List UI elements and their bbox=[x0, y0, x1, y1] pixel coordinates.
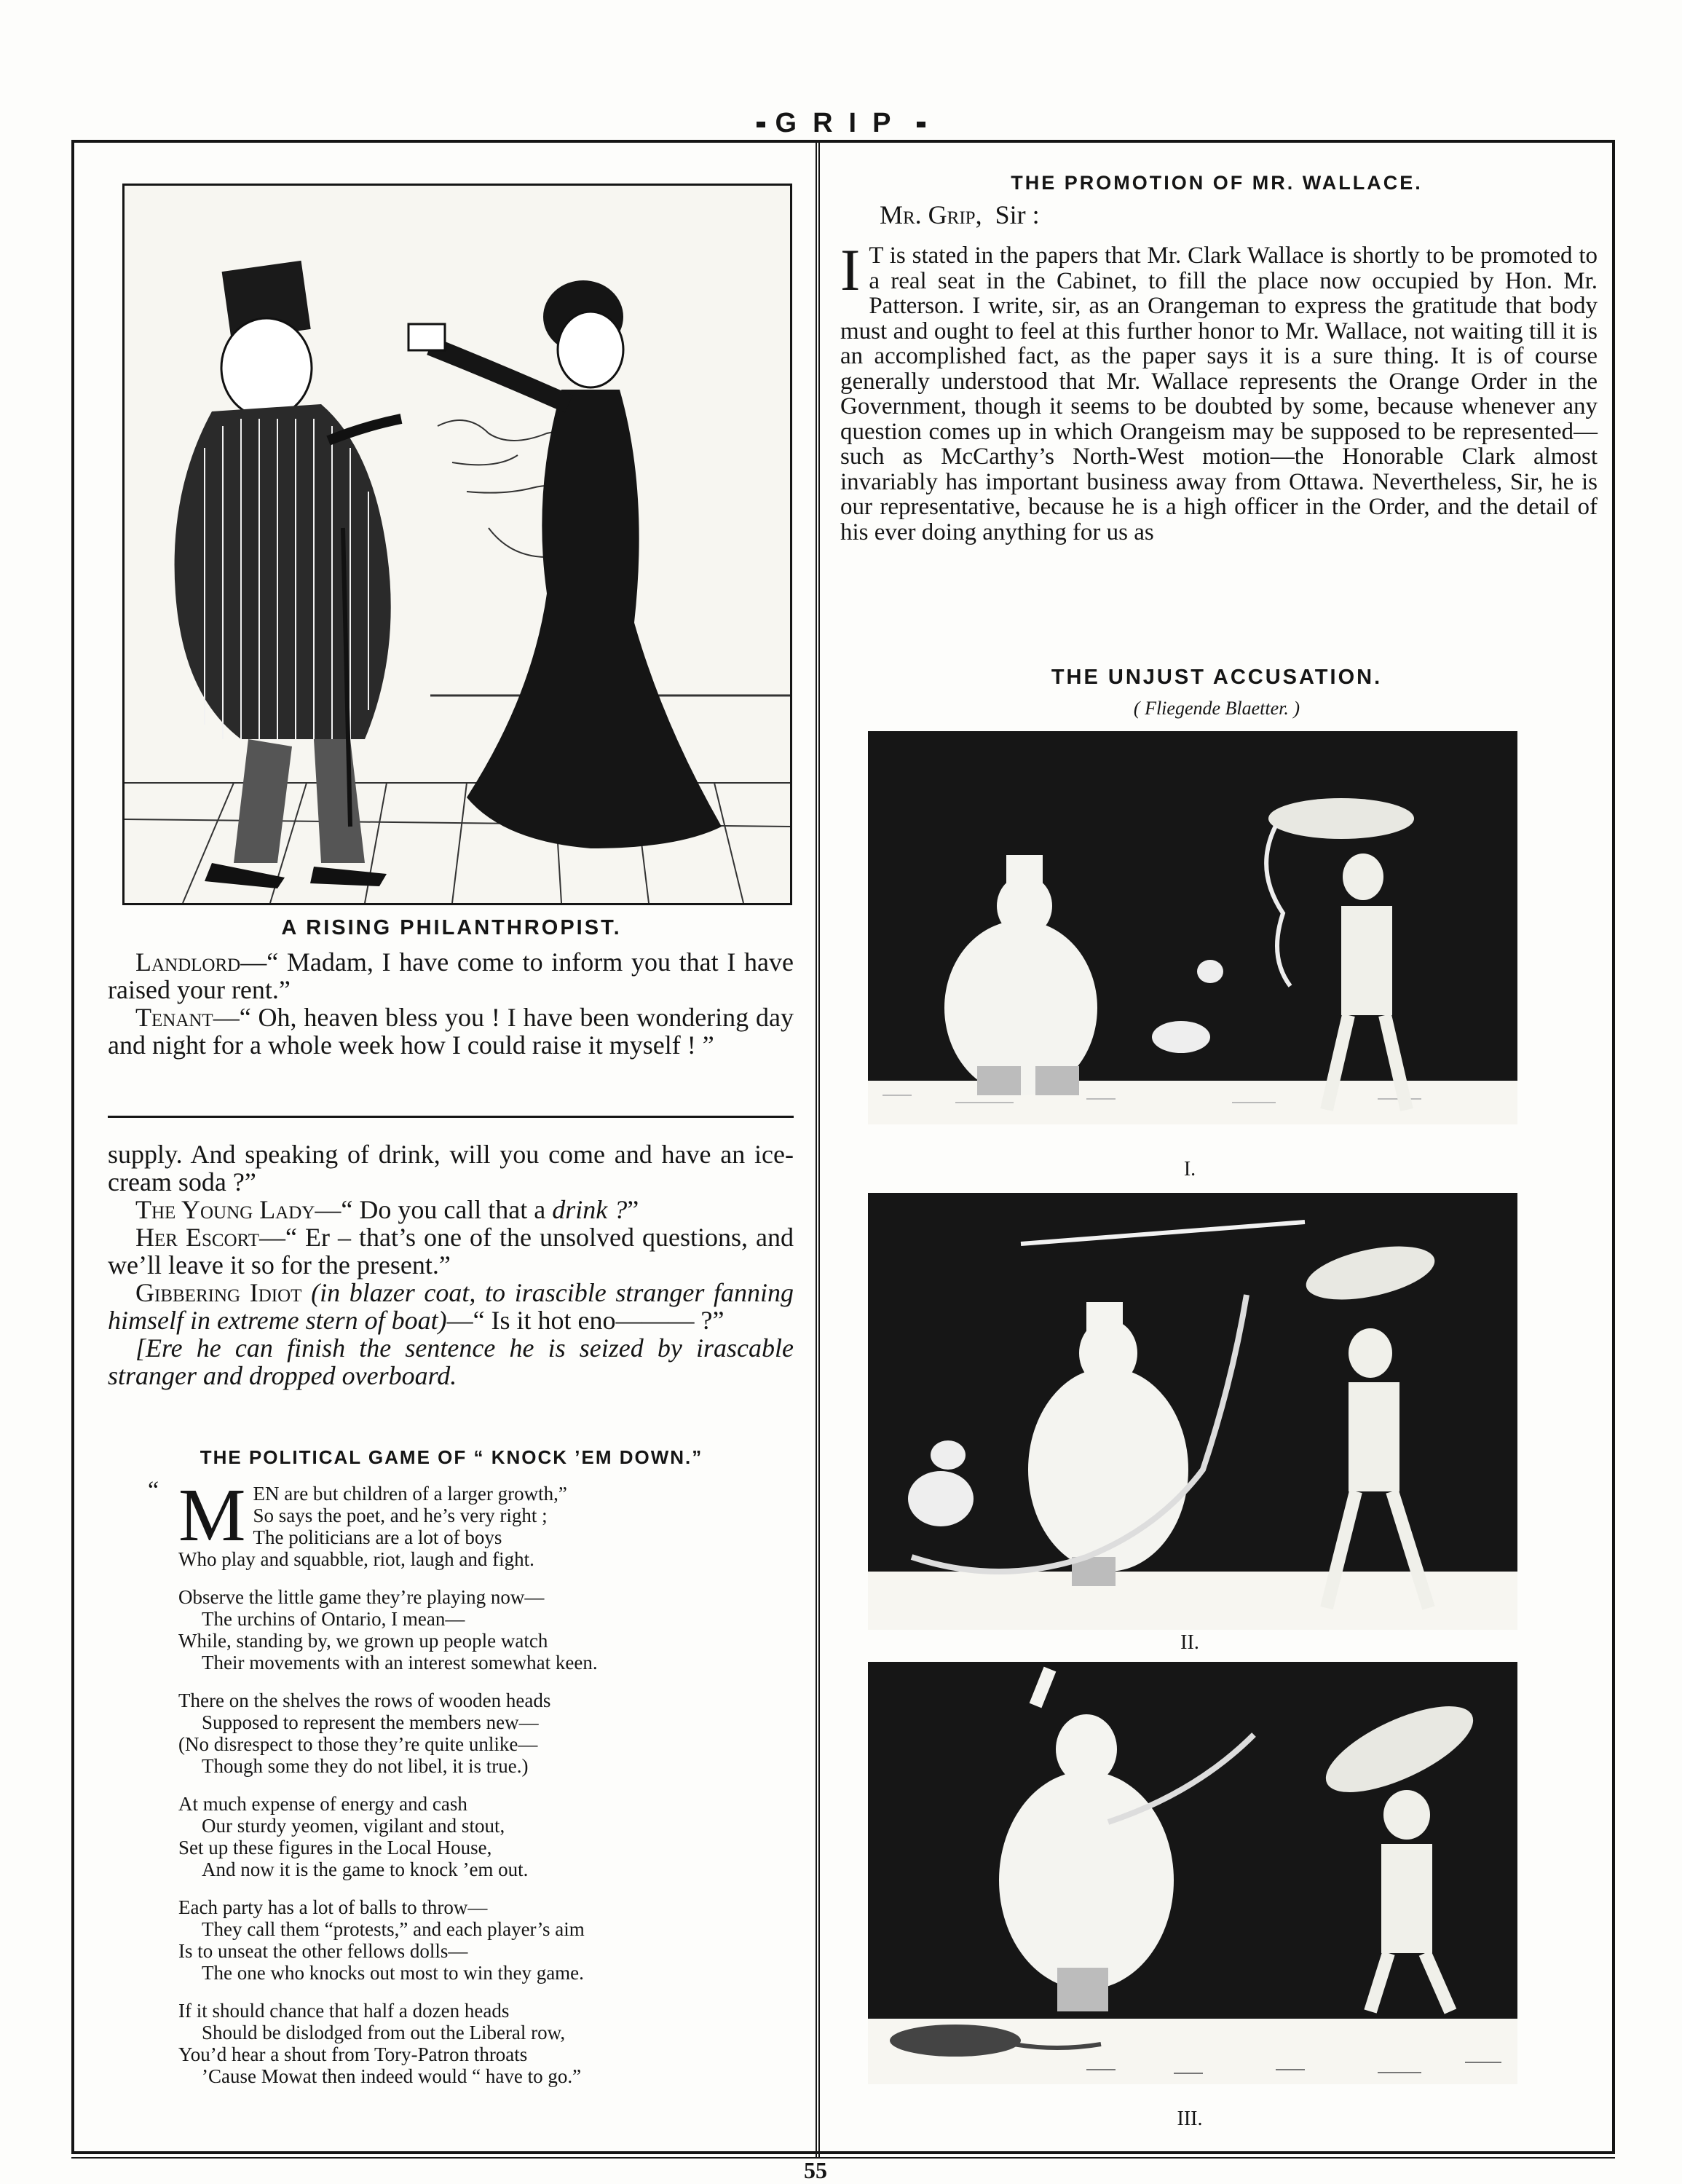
poem-line: Each party has a lot of balls to throw— bbox=[178, 1896, 488, 1918]
cartoon-panel-3 bbox=[868, 1662, 1517, 2019]
page-number: 55 bbox=[804, 2157, 827, 2183]
gibbering-text: —“ Is it hot eno——— ?” bbox=[446, 1306, 724, 1335]
poem-line: Is to unseat the other fellows dolls— bbox=[178, 1940, 468, 1962]
panel-number-2: II. bbox=[1180, 1631, 1199, 1654]
masthead-title: GRIP bbox=[775, 108, 907, 138]
dialog-tenant bbox=[108, 1004, 794, 1059]
dialog-landlord-text: —“ Madam, I have come to inform you that I have raised your rent.” bbox=[108, 947, 794, 1004]
poem-line: If it should chance that half a dozen heads bbox=[178, 2000, 510, 2022]
escort-line bbox=[108, 1223, 794, 1279]
continued-text bbox=[108, 1140, 794, 1389]
letter-salutation bbox=[880, 201, 1593, 229]
dialog-landlord bbox=[108, 948, 794, 1004]
section-rule bbox=[108, 1116, 794, 1118]
caption-title: A RISING PHILANTHROPIST. bbox=[281, 916, 622, 939]
poem-line: Though some they do not libel, it is true.) bbox=[202, 1755, 529, 1777]
poem-line: Their movements with an interest somewhat keen. bbox=[202, 1652, 598, 1674]
poem-open-quote: “ bbox=[148, 1477, 159, 1504]
stage-direction bbox=[108, 1334, 794, 1389]
poem-stanza bbox=[178, 1690, 805, 1777]
poem-line: The one who knocks out most to win they game. bbox=[202, 1962, 584, 1984]
poem-line: They call them “protests,” and each player’s aim bbox=[202, 1918, 585, 1940]
ornament-right bbox=[917, 122, 925, 127]
philanthropist-dialog bbox=[108, 948, 794, 1059]
young-lady-after: ” bbox=[627, 1195, 639, 1224]
poem-line: Set up these figures in the Local House, bbox=[178, 1837, 492, 1858]
poem-title: THE POLITICAL GAME OF “ KNOCK ’EM DOWN.” bbox=[200, 1446, 703, 1468]
poem-line: EN are but children of a larger growth,” bbox=[253, 1483, 567, 1505]
poem-line: The urchins of Ontario, I mean— bbox=[202, 1608, 465, 1630]
gibbering-italic: (in blazer coat, to irascible stranger fanning himself in extreme stern of boat) bbox=[108, 1278, 794, 1335]
speaker-landlord: Landlord bbox=[135, 947, 241, 977]
young-lady-line bbox=[108, 1196, 794, 1223]
cartoon-panel-3-ground bbox=[868, 2019, 1517, 2084]
ornament-left bbox=[757, 122, 765, 127]
poem-line: And now it is the game to knock ’em out. bbox=[202, 1858, 529, 1880]
speaker-tenant: Tenant bbox=[135, 1003, 213, 1032]
poem-line: Should be dislodged from out the Liberal row, bbox=[202, 2022, 566, 2043]
letter-dropcap: I bbox=[840, 237, 861, 303]
poem-line: The politicians are a lot of boys bbox=[253, 1526, 502, 1548]
poem-stanza bbox=[178, 1793, 805, 1880]
poem-stanza bbox=[178, 2000, 805, 2087]
speaker-young-lady: The Young Lady bbox=[135, 1195, 315, 1224]
salutation-rest: Sir : bbox=[995, 200, 1040, 229]
young-lady-text: —“ Do you call that a bbox=[315, 1195, 553, 1224]
column-divider bbox=[816, 140, 820, 2157]
poem-line: Who play and squabble, riot, laugh and fight. bbox=[178, 1548, 534, 1570]
dialog-tenant-text: —“ Oh, heaven bless you ! I have been wondering day and night for a whole week how I could raise it myself ! ” bbox=[108, 1003, 794, 1060]
poem-line: (No disrespect to those they’re quite unlike— bbox=[178, 1733, 538, 1755]
letter-body bbox=[840, 237, 1598, 545]
cartoon-panel-2 bbox=[868, 1193, 1517, 1630]
poem-line: ’Cause Mowat then indeed would “ have to go.” bbox=[202, 2065, 582, 2087]
cont-para: supply. And speaking of drink, will you come and have an ice-cream soda ?” bbox=[108, 1140, 794, 1197]
poem-stanza bbox=[148, 1473, 805, 1570]
stage-direction-text: [Ere he can finish the sentence he is seized by irascable stranger and dropped overboard. bbox=[108, 1333, 794, 1390]
panel-number-1: I. bbox=[1183, 1158, 1196, 1180]
cartoon-title: THE UNJUST ACCUSATION. bbox=[1051, 666, 1383, 689]
poem-stanza bbox=[178, 1586, 805, 1674]
poem-line: Supposed to represent the members new— bbox=[202, 1711, 539, 1733]
cartoon-source: ( Fliegende Blaetter. ) bbox=[1133, 698, 1300, 719]
poem-stanza bbox=[178, 1896, 805, 1984]
escort-text: —“ Er – that’s one of the unsolved questions, and we’ll leave it so for the present.” bbox=[108, 1223, 794, 1280]
poem-line: You’d hear a shout from Tory-Patron throats bbox=[178, 2043, 528, 2065]
gibbering-line bbox=[108, 1279, 794, 1334]
poem-line: Observe the little game they’re playing now— bbox=[178, 1586, 545, 1608]
poem-line: At much expense of energy and cash bbox=[178, 1793, 467, 1815]
poem-line: There on the shelves the rows of wooden heads bbox=[178, 1690, 551, 1711]
young-lady-italic: drink ? bbox=[552, 1195, 628, 1224]
poem-line: While, standing by, we grown up people watch bbox=[178, 1630, 548, 1652]
poem-line: So says the poet, and he’s very right ; bbox=[253, 1505, 548, 1526]
panel-number-3: III. bbox=[1177, 2108, 1203, 2130]
cartoon-panel-1 bbox=[868, 731, 1517, 1124]
poem bbox=[148, 1473, 805, 2103]
letter-title: THE PROMOTION OF MR. WALLACE. bbox=[1011, 172, 1423, 194]
masthead bbox=[0, 108, 1682, 139]
speaker-escort: Her Escort bbox=[135, 1223, 260, 1252]
speaker-gibbering: Gibbering Idiot bbox=[135, 1278, 302, 1307]
letter-body-text: T is stated in the papers that Mr. Clark Wallace is shortly to be promoted to a real seat in the Cabinet, to fill the place now occupied by Hon. Mr. Patterson. I write, sir, as an Orangeman to express the gratitude that body must and ought to feel at this further honor to Mr. Wallace, not waiting till it is an accomplished fact, as the paper says it is a sure thing. It is of course generally understood that Mr. Wallace represents the Orange Order in the Government, though it seems to be doubted by some, because whenever any question comes up in which Orangeism may be supposed to be represented—such as McCarthy’s North-West motion—the Honorable Clark almost invariably has important business away from Ottawa. Nevertheless, Sir, he is our representative, because he is a high officer in the Order, and the detail of his ever doing anything for us as bbox=[840, 243, 1598, 545]
salutation-name: Mr. Grip, bbox=[880, 200, 982, 229]
poem-line: Our sturdy yeomen, vigilant and stout, bbox=[202, 1815, 505, 1837]
illustration-rising-philanthropist bbox=[122, 184, 792, 905]
poem-dropcap: M bbox=[178, 1473, 246, 1557]
